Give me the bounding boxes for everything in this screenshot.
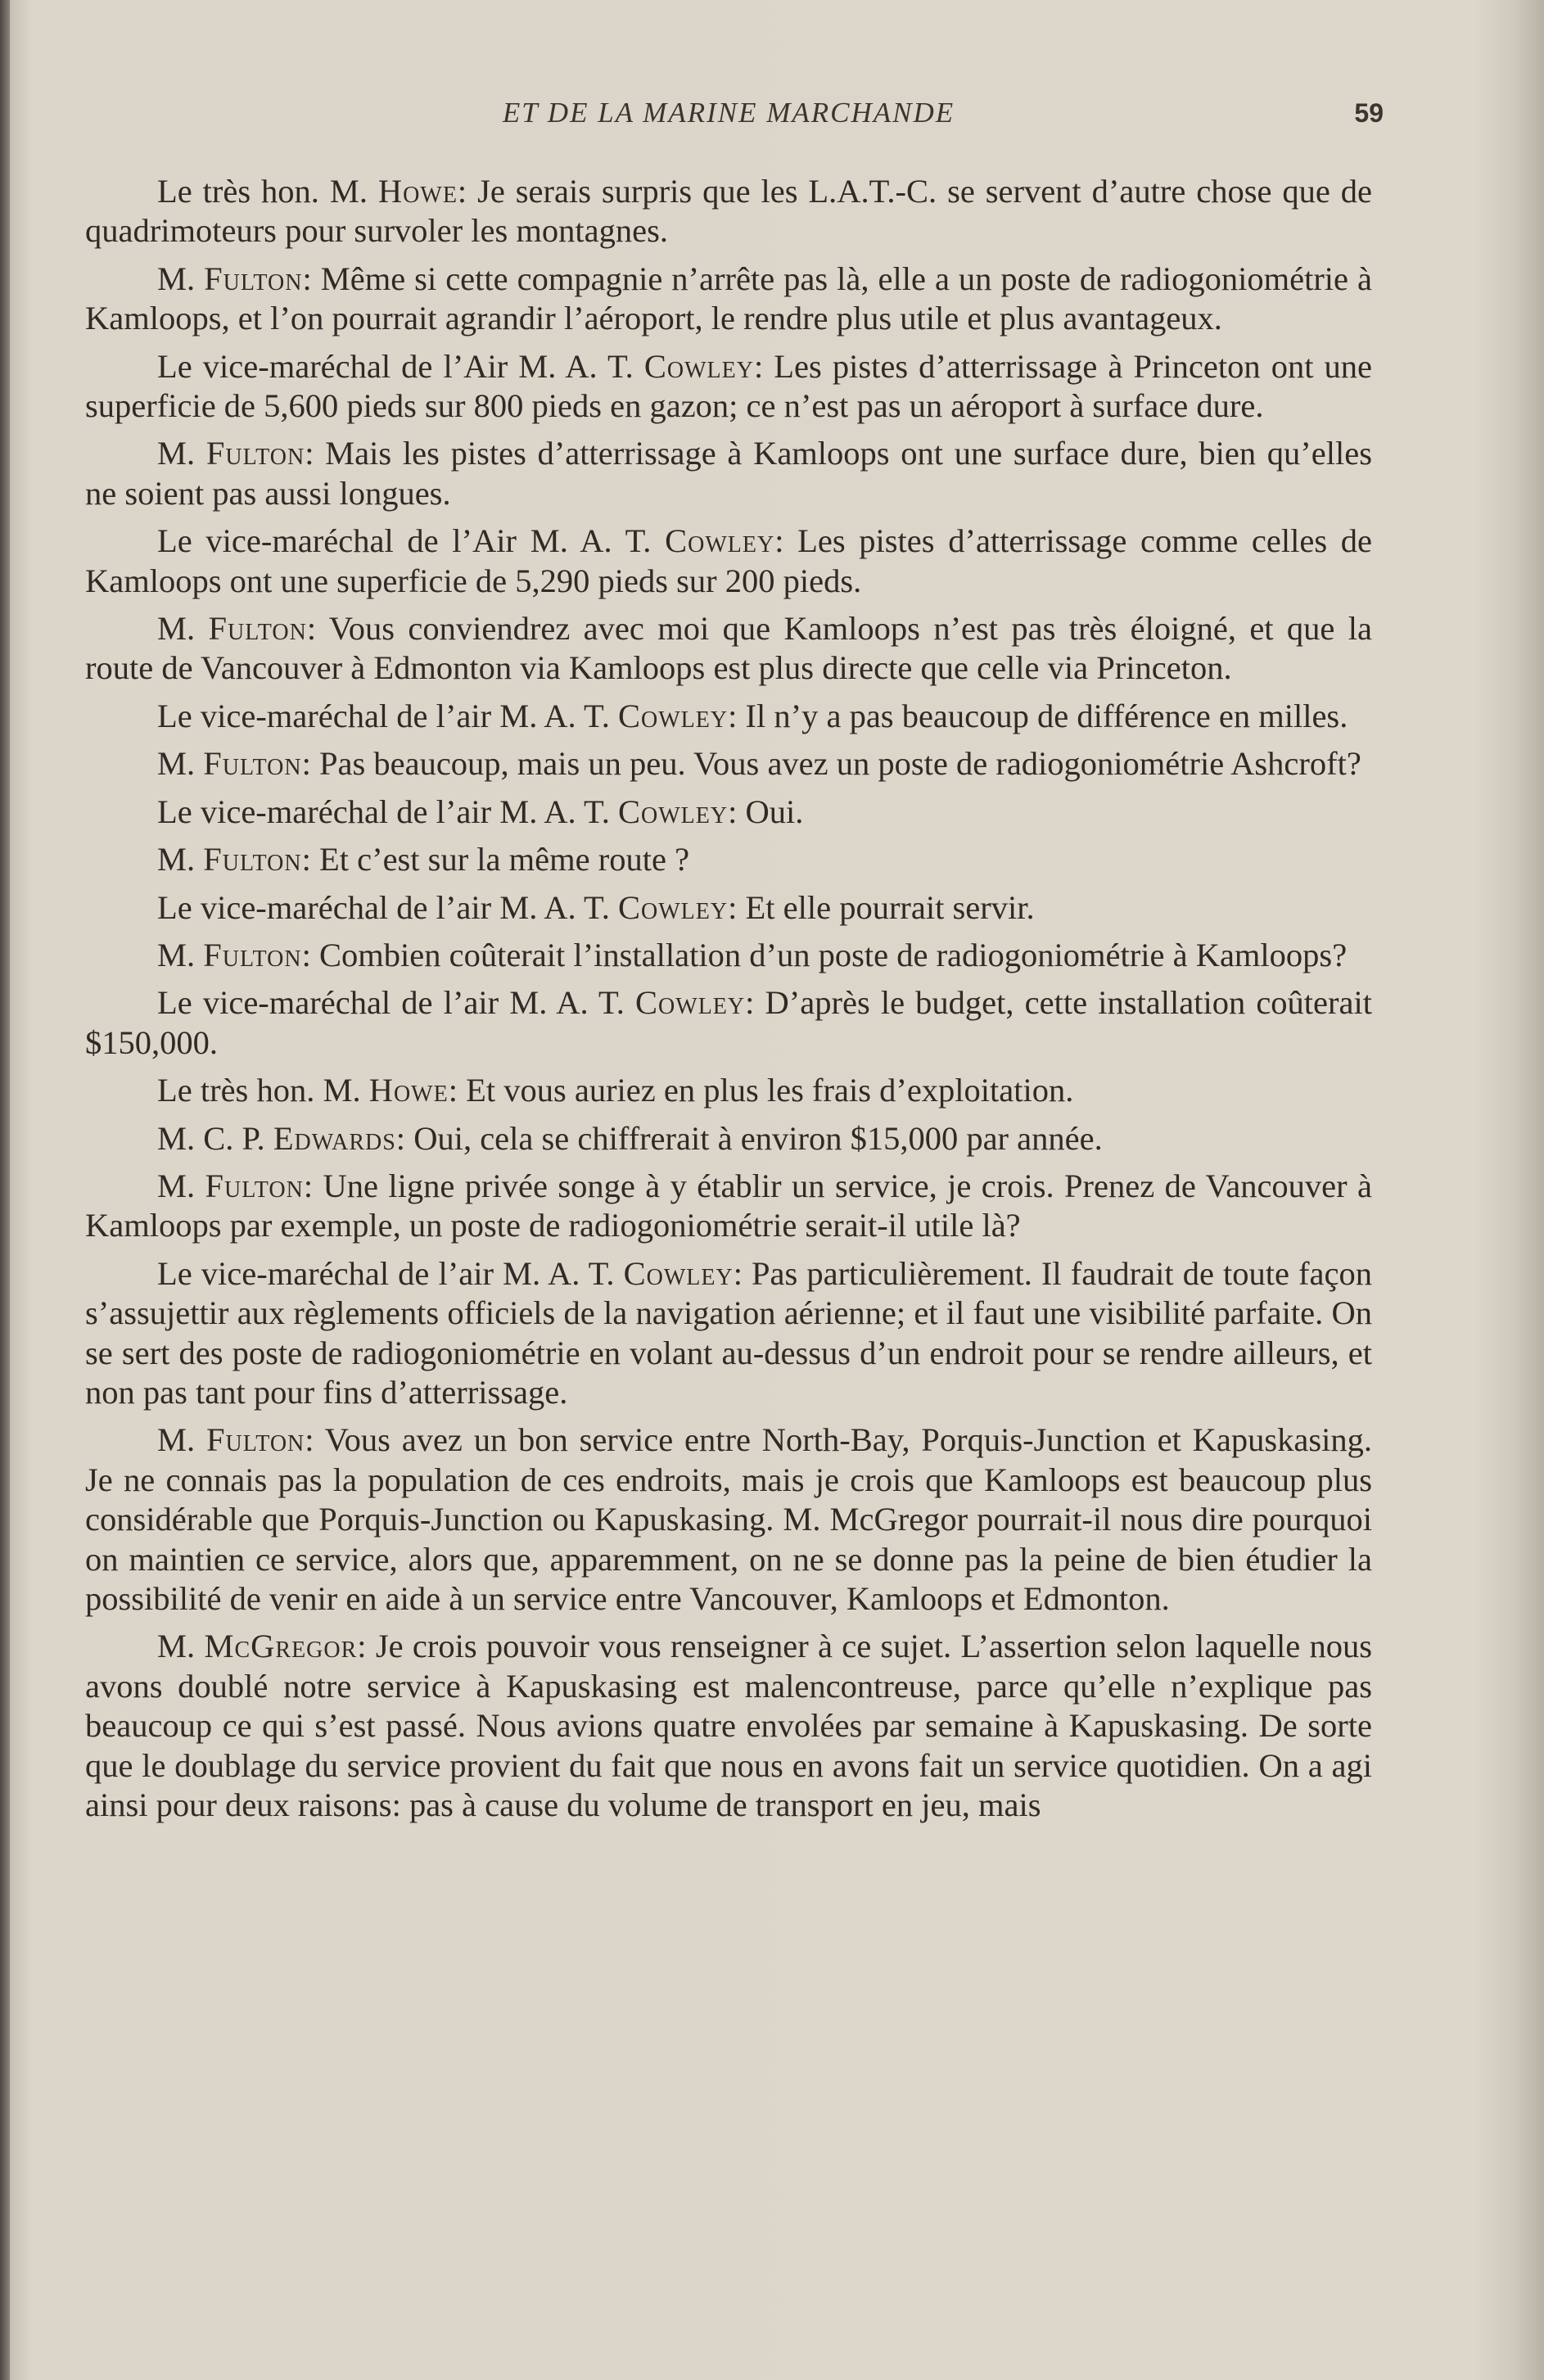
speech-text: Vous avez un bon service entre North-Bay, Porquis-Junction et Kapuskasing. Je ne connais pas la population de ces endroits, mais je crois que Kamloops est beaucoup plus considérable que Porquis-Junction ou Kapuskasing. M. McGregor pourrait-il nous dire pourquoi on maintien ce service, alors que, apparemment, on ne se donne pas la peine de bien étudier la possibilité de venir en aide à un service entre Vancouver, Kamloops et Edmonton. xyxy=(85,1421,1373,1617)
paragraph xyxy=(85,936,1372,975)
page-number: 59 xyxy=(1354,98,1384,128)
speaker-name: Le vice-maréchal de l’air M. A. T. Cowley: xyxy=(157,984,755,1022)
speaker-name: Le très hon. M. Howe: xyxy=(157,173,467,210)
page-header xyxy=(82,97,1384,138)
speaker-name: M. Fulton: xyxy=(157,1421,314,1459)
body-text xyxy=(85,172,1372,1833)
paragraph xyxy=(85,1254,1372,1413)
speech-text: Oui, cela se chiffrerait à environ $15,000 par année. xyxy=(405,1119,1103,1157)
speech-text: D’après le budget, cette installation coûterait $150,000. xyxy=(85,984,1372,1061)
paragraph xyxy=(85,1420,1372,1619)
running-title: ET DE LA MARINE MARCHANDE xyxy=(502,97,955,129)
speech-text: Même si cette compagnie n’arrête pas là, elle a un poste de radiogoniométrie à Kamloops, et l’on pourrait agrandir l’aéroport, le rendre plus utile et plus avantageux. xyxy=(85,260,1373,337)
speech-text: Oui. xyxy=(737,793,804,830)
speech-text: Je serais surpris que les L.A.T.-C. se servent d’autre chose que de quadrimoteurs pour survoler les montagnes. xyxy=(85,173,1372,250)
paragraph xyxy=(85,434,1372,513)
speech-text: Une ligne privée songe à y établir un service, je crois. Prenez de Vancouver à Kamloops par exemple, un poste de radiogoniométrie serait-il utile là? xyxy=(85,1167,1372,1244)
paragraph xyxy=(85,888,1372,928)
paragraph xyxy=(85,983,1372,1063)
speaker-name: M. C. P. Edwards: xyxy=(157,1119,406,1157)
paragraph xyxy=(85,522,1372,601)
speaker-name: Le vice-maréchal de l’Air M. A. T. Cowley: xyxy=(157,522,784,560)
paragraph xyxy=(85,347,1372,427)
speaker-name: Le vice-maréchal de l’air M. A. T. Cowley: xyxy=(157,1254,743,1292)
speech-text: Et c’est sur la même route ? xyxy=(310,841,690,878)
paragraph xyxy=(85,793,1372,832)
speaker-name: M. Fulton: xyxy=(157,936,311,973)
speech-text: Pas particulièrement. Il faudrait de toute façon s’assujettir aux règlements officiels de la navigation aérienne; et il faut une visibilité parfaite. On se sert des poste de radiogoniométrie en volant au-dessus d’un endroit pour se rendre ailleurs, et non pas tant pour fins d’atterrissage. xyxy=(85,1254,1372,1411)
speaker-name: M. Fulton: xyxy=(157,260,312,297)
speaker-name: Le vice-maréchal de l’air M. A. T. Cowley: xyxy=(157,697,738,734)
speaker-name: Le vice-maréchal de l’air M. A. T. Cowley: xyxy=(157,793,738,830)
paragraph xyxy=(85,697,1372,736)
paragraph xyxy=(85,840,1372,879)
speaker-name: Le vice-maréchal de l’Air M. A. T. Cowley: xyxy=(157,347,764,385)
speech-text: Combien coûterait l’installation d’un poste de radiogoniométrie à Kamloops? xyxy=(310,936,1348,973)
speaker-name: Le très hon. M. Howe: xyxy=(157,1072,458,1109)
book-spine-shadow xyxy=(0,0,10,2380)
speech-text: Et vous auriez en plus les frais d’exploitation. xyxy=(457,1072,1074,1109)
speaker-name: Le vice-maréchal de l’air M. A. T. Cowley: xyxy=(157,888,738,926)
speech-text: Je crois pouvoir vous renseigner à ce sujet. L’assertion selon laquelle nous avons doublé notre service à Kapuskasing est malencontreuse, parce qu’elle n’explique pas beaucoup ce qui s’est passé. Nous avions quatre envolées par semaine à Kapuskasing. De sorte que le doublage du service provient du fait que nous en avons fait un service quotidien. On a agi ainsi pour deux raisons: pas à cause du volume de transport en jeu, mais xyxy=(85,1628,1373,1824)
speech-text: Les pistes d’atterrissage à Princeton ont une superficie de 5,600 pieds sur 800 pieds en gazon; ce n’est pas un aéroport à surface dure. xyxy=(85,347,1372,425)
speaker-name: M. Fulton: xyxy=(157,745,311,783)
speech-text: Et elle pourrait servir. xyxy=(737,888,1035,926)
paragraph xyxy=(85,260,1372,339)
speech-text: Il n’y a pas beaucoup de différence en milles. xyxy=(737,697,1348,734)
speech-text: Vous conviendrez avec moi que Kamloops n’est pas très éloigné, et que la route de Vancouver à Edmonton via Kamloops est plus directe que celle via Princeton. xyxy=(85,610,1373,687)
paragraph xyxy=(85,609,1372,689)
paragraph xyxy=(85,1071,1372,1110)
paragraph xyxy=(85,1119,1372,1158)
speaker-name: M. Fulton: xyxy=(157,610,317,648)
speech-text: Les pistes d’atterrissage comme celles de Kamloops ont une superficie de 5,290 pieds sur 200 pieds. xyxy=(85,522,1372,599)
paragraph xyxy=(85,1167,1372,1246)
speaker-name: M. Fulton: xyxy=(157,435,314,472)
paragraph xyxy=(85,744,1372,784)
speech-text: Pas beaucoup, mais un peu. Vous avez un poste de radiogoniométrie Ashcroft? xyxy=(310,745,1361,783)
speaker-name: M. McGregor: xyxy=(157,1628,367,1665)
speaker-name: M. Fulton: xyxy=(157,841,311,878)
paragraph xyxy=(85,172,1372,251)
speech-text: Mais les pistes d’atterrissage à Kamloops ont une surface dure, bien qu’elles ne soient pas aussi longues. xyxy=(85,435,1372,512)
paragraph xyxy=(85,1627,1372,1825)
speaker-name: M. Fulton: xyxy=(157,1167,314,1204)
